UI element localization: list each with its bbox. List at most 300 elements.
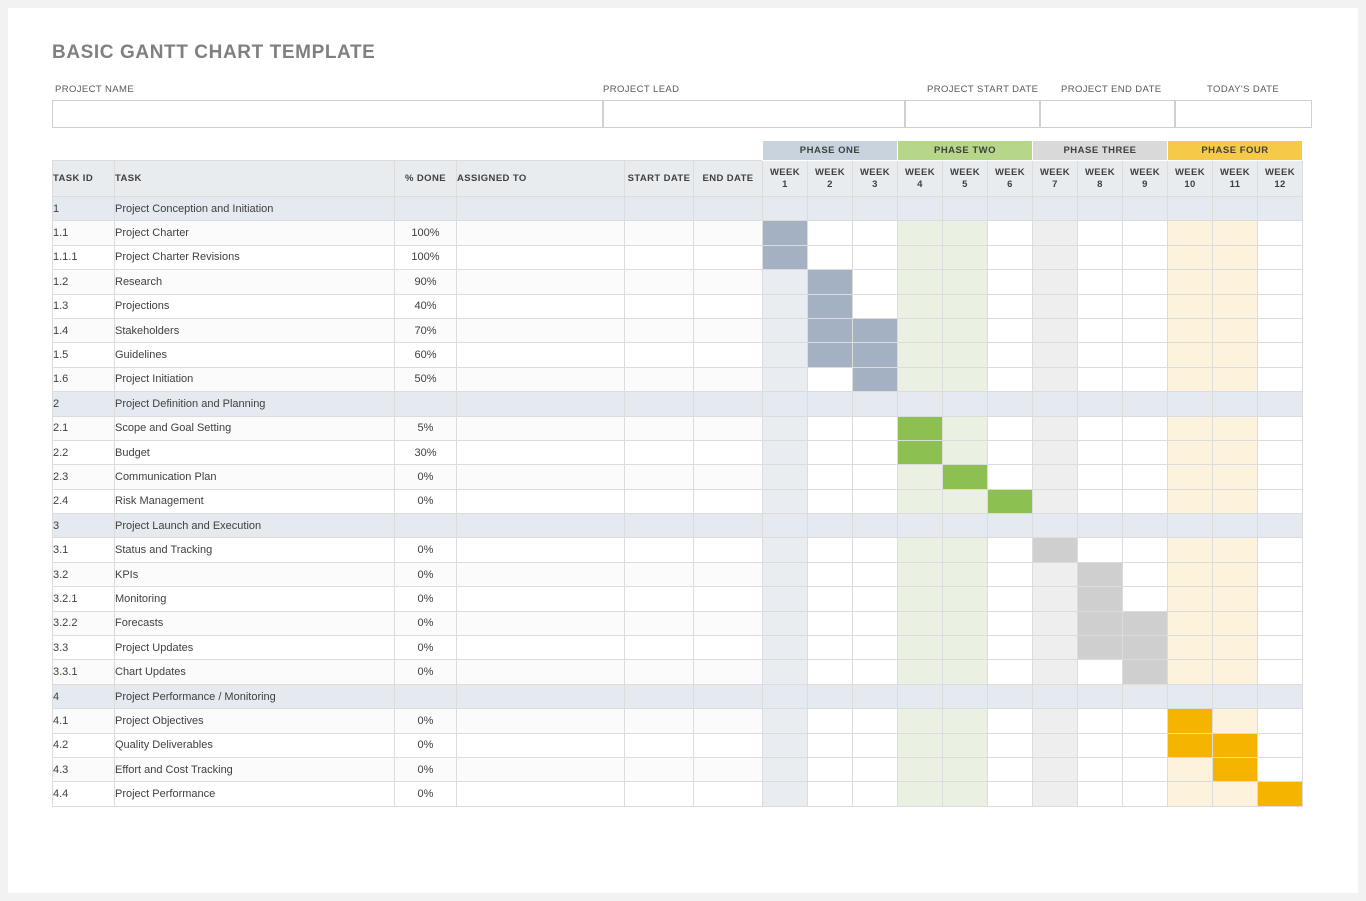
cell-week-11[interactable] xyxy=(1213,245,1258,269)
cell-start-date[interactable] xyxy=(625,197,694,221)
cell-percent-done[interactable]: 0% xyxy=(395,587,457,611)
cell-assigned-to[interactable] xyxy=(457,709,625,733)
cell-week-11[interactable] xyxy=(1213,221,1258,245)
cell-week-7[interactable] xyxy=(1033,245,1078,269)
cell-week-4[interactable] xyxy=(898,733,943,757)
cell-week-9[interactable] xyxy=(1123,733,1168,757)
cell-week-11[interactable] xyxy=(1213,782,1258,806)
cell-week-11[interactable] xyxy=(1213,465,1258,489)
cell-week-10[interactable] xyxy=(1168,660,1213,684)
cell-week-1[interactable] xyxy=(763,343,808,367)
cell-week-6[interactable] xyxy=(988,270,1033,294)
cell-week-8[interactable] xyxy=(1078,318,1123,342)
cell-week-9[interactable] xyxy=(1123,367,1168,391)
cell-start-date[interactable] xyxy=(625,367,694,391)
cell-week-3[interactable] xyxy=(853,245,898,269)
cell-week-8[interactable] xyxy=(1078,757,1123,781)
cell-week-12[interactable] xyxy=(1258,733,1303,757)
cell-assigned-to[interactable] xyxy=(457,733,625,757)
cell-week-2[interactable] xyxy=(808,611,853,635)
cell-week-9[interactable] xyxy=(1123,245,1168,269)
cell-end-date[interactable] xyxy=(694,782,763,806)
cell-end-date[interactable] xyxy=(694,489,763,513)
cell-week-2[interactable] xyxy=(808,440,853,464)
cell-week-7[interactable] xyxy=(1033,660,1078,684)
cell-week-12[interactable] xyxy=(1258,684,1303,708)
cell-week-1[interactable] xyxy=(763,318,808,342)
cell-week-6[interactable] xyxy=(988,416,1033,440)
cell-week-10[interactable] xyxy=(1168,270,1213,294)
cell-week-3[interactable] xyxy=(853,270,898,294)
cell-week-5[interactable] xyxy=(943,197,988,221)
cell-week-5[interactable] xyxy=(943,587,988,611)
cell-week-10[interactable] xyxy=(1168,245,1213,269)
cell-week-1[interactable] xyxy=(763,660,808,684)
cell-week-7[interactable] xyxy=(1033,294,1078,318)
cell-week-9[interactable] xyxy=(1123,270,1168,294)
cell-week-4[interactable] xyxy=(898,538,943,562)
cell-week-6[interactable] xyxy=(988,343,1033,367)
cell-end-date[interactable] xyxy=(694,587,763,611)
cell-week-9[interactable] xyxy=(1123,660,1168,684)
cell-week-11[interactable] xyxy=(1213,636,1258,660)
cell-week-7[interactable] xyxy=(1033,514,1078,538)
input-project-name[interactable] xyxy=(52,100,603,128)
cell-week-2[interactable] xyxy=(808,660,853,684)
cell-week-3[interactable] xyxy=(853,782,898,806)
cell-week-12[interactable] xyxy=(1258,562,1303,586)
cell-week-5[interactable] xyxy=(943,514,988,538)
cell-week-4[interactable] xyxy=(898,611,943,635)
cell-week-2[interactable] xyxy=(808,367,853,391)
cell-week-7[interactable] xyxy=(1033,562,1078,586)
cell-week-3[interactable] xyxy=(853,343,898,367)
cell-week-9[interactable] xyxy=(1123,538,1168,562)
cell-end-date[interactable] xyxy=(694,270,763,294)
cell-week-9[interactable] xyxy=(1123,514,1168,538)
cell-week-4[interactable] xyxy=(898,440,943,464)
cell-week-8[interactable] xyxy=(1078,587,1123,611)
cell-start-date[interactable] xyxy=(625,270,694,294)
cell-start-date[interactable] xyxy=(625,440,694,464)
cell-week-7[interactable] xyxy=(1033,538,1078,562)
cell-week-10[interactable] xyxy=(1168,538,1213,562)
cell-week-1[interactable] xyxy=(763,514,808,538)
cell-week-10[interactable] xyxy=(1168,709,1213,733)
cell-assigned-to[interactable] xyxy=(457,587,625,611)
cell-week-6[interactable] xyxy=(988,197,1033,221)
cell-week-3[interactable] xyxy=(853,733,898,757)
cell-week-1[interactable] xyxy=(763,221,808,245)
cell-week-11[interactable] xyxy=(1213,684,1258,708)
cell-week-9[interactable] xyxy=(1123,587,1168,611)
cell-week-4[interactable] xyxy=(898,343,943,367)
cell-week-3[interactable] xyxy=(853,709,898,733)
cell-percent-done[interactable]: 0% xyxy=(395,489,457,513)
cell-week-7[interactable] xyxy=(1033,465,1078,489)
cell-week-1[interactable] xyxy=(763,245,808,269)
cell-percent-done[interactable] xyxy=(395,684,457,708)
cell-week-2[interactable] xyxy=(808,294,853,318)
cell-week-2[interactable] xyxy=(808,757,853,781)
cell-week-4[interactable] xyxy=(898,294,943,318)
cell-week-9[interactable] xyxy=(1123,757,1168,781)
input-project-end-date[interactable] xyxy=(1040,100,1175,128)
cell-week-4[interactable] xyxy=(898,782,943,806)
cell-assigned-to[interactable] xyxy=(457,221,625,245)
cell-week-4[interactable] xyxy=(898,514,943,538)
cell-week-7[interactable] xyxy=(1033,392,1078,416)
cell-percent-done[interactable]: 100% xyxy=(395,221,457,245)
cell-week-9[interactable] xyxy=(1123,636,1168,660)
cell-week-6[interactable] xyxy=(988,636,1033,660)
cell-assigned-to[interactable] xyxy=(457,318,625,342)
cell-week-9[interactable] xyxy=(1123,709,1168,733)
cell-end-date[interactable] xyxy=(694,465,763,489)
cell-week-4[interactable] xyxy=(898,392,943,416)
cell-percent-done[interactable] xyxy=(395,392,457,416)
cell-week-11[interactable] xyxy=(1213,270,1258,294)
cell-end-date[interactable] xyxy=(694,636,763,660)
cell-percent-done[interactable]: 30% xyxy=(395,440,457,464)
cell-start-date[interactable] xyxy=(625,562,694,586)
cell-week-12[interactable] xyxy=(1258,392,1303,416)
cell-end-date[interactable] xyxy=(694,562,763,586)
cell-week-1[interactable] xyxy=(763,782,808,806)
cell-end-date[interactable] xyxy=(694,611,763,635)
cell-week-9[interactable] xyxy=(1123,440,1168,464)
cell-week-9[interactable] xyxy=(1123,684,1168,708)
cell-week-7[interactable] xyxy=(1033,197,1078,221)
cell-week-11[interactable] xyxy=(1213,343,1258,367)
cell-week-9[interactable] xyxy=(1123,197,1168,221)
cell-week-3[interactable] xyxy=(853,611,898,635)
cell-week-3[interactable] xyxy=(853,197,898,221)
cell-week-8[interactable] xyxy=(1078,733,1123,757)
cell-assigned-to[interactable] xyxy=(457,465,625,489)
cell-end-date[interactable] xyxy=(694,709,763,733)
cell-week-9[interactable] xyxy=(1123,416,1168,440)
cell-week-12[interactable] xyxy=(1258,416,1303,440)
cell-percent-done[interactable]: 0% xyxy=(395,465,457,489)
cell-week-10[interactable] xyxy=(1168,294,1213,318)
cell-percent-done[interactable]: 100% xyxy=(395,245,457,269)
cell-week-3[interactable] xyxy=(853,562,898,586)
cell-week-4[interactable] xyxy=(898,489,943,513)
cell-week-8[interactable] xyxy=(1078,538,1123,562)
cell-start-date[interactable] xyxy=(625,587,694,611)
cell-week-5[interactable] xyxy=(943,367,988,391)
cell-week-3[interactable] xyxy=(853,392,898,416)
cell-week-4[interactable] xyxy=(898,587,943,611)
cell-week-3[interactable] xyxy=(853,294,898,318)
cell-end-date[interactable] xyxy=(694,538,763,562)
cell-week-5[interactable] xyxy=(943,343,988,367)
cell-week-11[interactable] xyxy=(1213,587,1258,611)
cell-start-date[interactable] xyxy=(625,245,694,269)
cell-week-2[interactable] xyxy=(808,416,853,440)
cell-end-date[interactable] xyxy=(694,757,763,781)
cell-week-7[interactable] xyxy=(1033,636,1078,660)
cell-week-5[interactable] xyxy=(943,538,988,562)
cell-percent-done[interactable]: 60% xyxy=(395,343,457,367)
cell-week-8[interactable] xyxy=(1078,440,1123,464)
cell-week-4[interactable] xyxy=(898,562,943,586)
cell-week-10[interactable] xyxy=(1168,197,1213,221)
cell-week-11[interactable] xyxy=(1213,440,1258,464)
cell-week-2[interactable] xyxy=(808,489,853,513)
cell-assigned-to[interactable] xyxy=(457,562,625,586)
cell-percent-done[interactable]: 0% xyxy=(395,660,457,684)
cell-week-12[interactable] xyxy=(1258,294,1303,318)
cell-week-8[interactable] xyxy=(1078,294,1123,318)
cell-week-11[interactable] xyxy=(1213,538,1258,562)
cell-week-6[interactable] xyxy=(988,367,1033,391)
cell-week-12[interactable] xyxy=(1258,245,1303,269)
cell-week-2[interactable] xyxy=(808,270,853,294)
cell-week-7[interactable] xyxy=(1033,270,1078,294)
cell-week-6[interactable] xyxy=(988,782,1033,806)
cell-week-2[interactable] xyxy=(808,221,853,245)
cell-week-1[interactable] xyxy=(763,416,808,440)
cell-week-7[interactable] xyxy=(1033,733,1078,757)
cell-week-8[interactable] xyxy=(1078,562,1123,586)
cell-assigned-to[interactable] xyxy=(457,440,625,464)
cell-assigned-to[interactable] xyxy=(457,270,625,294)
cell-week-4[interactable] xyxy=(898,245,943,269)
cell-week-1[interactable] xyxy=(763,636,808,660)
cell-start-date[interactable] xyxy=(625,416,694,440)
cell-week-12[interactable] xyxy=(1258,611,1303,635)
cell-percent-done[interactable]: 0% xyxy=(395,733,457,757)
cell-week-9[interactable] xyxy=(1123,343,1168,367)
cell-week-1[interactable] xyxy=(763,489,808,513)
cell-week-7[interactable] xyxy=(1033,440,1078,464)
cell-week-8[interactable] xyxy=(1078,514,1123,538)
cell-week-3[interactable] xyxy=(853,757,898,781)
cell-week-3[interactable] xyxy=(853,660,898,684)
input-todays-date[interactable] xyxy=(1175,100,1312,128)
cell-percent-done[interactable]: 50% xyxy=(395,367,457,391)
cell-week-2[interactable] xyxy=(808,587,853,611)
cell-percent-done[interactable]: 0% xyxy=(395,538,457,562)
cell-start-date[interactable] xyxy=(625,343,694,367)
cell-week-1[interactable] xyxy=(763,733,808,757)
cell-week-5[interactable] xyxy=(943,709,988,733)
cell-end-date[interactable] xyxy=(694,416,763,440)
cell-week-10[interactable] xyxy=(1168,587,1213,611)
cell-assigned-to[interactable] xyxy=(457,489,625,513)
cell-start-date[interactable] xyxy=(625,782,694,806)
cell-week-11[interactable] xyxy=(1213,733,1258,757)
cell-week-1[interactable] xyxy=(763,684,808,708)
cell-week-5[interactable] xyxy=(943,733,988,757)
cell-start-date[interactable] xyxy=(625,221,694,245)
cell-week-1[interactable] xyxy=(763,294,808,318)
cell-week-1[interactable] xyxy=(763,392,808,416)
cell-week-2[interactable] xyxy=(808,318,853,342)
cell-week-10[interactable] xyxy=(1168,392,1213,416)
cell-start-date[interactable] xyxy=(625,318,694,342)
cell-assigned-to[interactable] xyxy=(457,416,625,440)
cell-week-9[interactable] xyxy=(1123,221,1168,245)
cell-assigned-to[interactable] xyxy=(457,757,625,781)
cell-assigned-to[interactable] xyxy=(457,684,625,708)
cell-week-8[interactable] xyxy=(1078,343,1123,367)
cell-week-7[interactable] xyxy=(1033,221,1078,245)
cell-assigned-to[interactable] xyxy=(457,611,625,635)
cell-week-4[interactable] xyxy=(898,709,943,733)
cell-assigned-to[interactable] xyxy=(457,660,625,684)
cell-end-date[interactable] xyxy=(694,514,763,538)
cell-week-8[interactable] xyxy=(1078,270,1123,294)
cell-assigned-to[interactable] xyxy=(457,197,625,221)
cell-assigned-to[interactable] xyxy=(457,294,625,318)
cell-week-12[interactable] xyxy=(1258,782,1303,806)
cell-week-10[interactable] xyxy=(1168,489,1213,513)
cell-week-8[interactable] xyxy=(1078,392,1123,416)
cell-week-7[interactable] xyxy=(1033,709,1078,733)
cell-week-5[interactable] xyxy=(943,660,988,684)
cell-week-12[interactable] xyxy=(1258,221,1303,245)
cell-week-3[interactable] xyxy=(853,587,898,611)
cell-week-10[interactable] xyxy=(1168,684,1213,708)
cell-week-3[interactable] xyxy=(853,367,898,391)
cell-week-2[interactable] xyxy=(808,733,853,757)
cell-week-4[interactable] xyxy=(898,416,943,440)
cell-week-10[interactable] xyxy=(1168,318,1213,342)
cell-week-6[interactable] xyxy=(988,465,1033,489)
cell-week-2[interactable] xyxy=(808,343,853,367)
cell-end-date[interactable] xyxy=(694,733,763,757)
cell-week-8[interactable] xyxy=(1078,782,1123,806)
cell-week-6[interactable] xyxy=(988,245,1033,269)
cell-week-12[interactable] xyxy=(1258,757,1303,781)
cell-week-1[interactable] xyxy=(763,709,808,733)
cell-week-5[interactable] xyxy=(943,489,988,513)
cell-end-date[interactable] xyxy=(694,367,763,391)
cell-start-date[interactable] xyxy=(625,294,694,318)
cell-week-12[interactable] xyxy=(1258,440,1303,464)
cell-week-10[interactable] xyxy=(1168,440,1213,464)
cell-start-date[interactable] xyxy=(625,489,694,513)
cell-week-4[interactable] xyxy=(898,660,943,684)
cell-week-6[interactable] xyxy=(988,294,1033,318)
cell-week-8[interactable] xyxy=(1078,684,1123,708)
cell-week-11[interactable] xyxy=(1213,294,1258,318)
cell-week-5[interactable] xyxy=(943,611,988,635)
cell-week-3[interactable] xyxy=(853,684,898,708)
cell-week-10[interactable] xyxy=(1168,757,1213,781)
cell-assigned-to[interactable] xyxy=(457,636,625,660)
cell-week-6[interactable] xyxy=(988,440,1033,464)
cell-week-2[interactable] xyxy=(808,514,853,538)
cell-week-2[interactable] xyxy=(808,538,853,562)
cell-week-1[interactable] xyxy=(763,270,808,294)
cell-week-10[interactable] xyxy=(1168,465,1213,489)
cell-week-5[interactable] xyxy=(943,392,988,416)
cell-week-2[interactable] xyxy=(808,562,853,586)
cell-assigned-to[interactable] xyxy=(457,343,625,367)
cell-week-12[interactable] xyxy=(1258,367,1303,391)
cell-week-3[interactable] xyxy=(853,416,898,440)
cell-percent-done[interactable]: 90% xyxy=(395,270,457,294)
cell-week-12[interactable] xyxy=(1258,489,1303,513)
input-project-lead[interactable] xyxy=(603,100,905,128)
cell-percent-done[interactable]: 0% xyxy=(395,562,457,586)
cell-week-5[interactable] xyxy=(943,636,988,660)
cell-week-5[interactable] xyxy=(943,562,988,586)
cell-week-11[interactable] xyxy=(1213,416,1258,440)
cell-percent-done[interactable] xyxy=(395,514,457,538)
cell-week-5[interactable] xyxy=(943,294,988,318)
cell-end-date[interactable] xyxy=(694,684,763,708)
cell-week-6[interactable] xyxy=(988,660,1033,684)
cell-week-11[interactable] xyxy=(1213,318,1258,342)
cell-week-9[interactable] xyxy=(1123,782,1168,806)
cell-week-6[interactable] xyxy=(988,562,1033,586)
cell-week-12[interactable] xyxy=(1258,636,1303,660)
cell-week-3[interactable] xyxy=(853,538,898,562)
cell-week-7[interactable] xyxy=(1033,416,1078,440)
cell-week-12[interactable] xyxy=(1258,197,1303,221)
cell-end-date[interactable] xyxy=(694,660,763,684)
cell-assigned-to[interactable] xyxy=(457,392,625,416)
cell-week-9[interactable] xyxy=(1123,611,1168,635)
cell-week-1[interactable] xyxy=(763,587,808,611)
cell-week-10[interactable] xyxy=(1168,636,1213,660)
cell-week-8[interactable] xyxy=(1078,611,1123,635)
cell-week-9[interactable] xyxy=(1123,465,1168,489)
cell-week-2[interactable] xyxy=(808,245,853,269)
cell-week-2[interactable] xyxy=(808,782,853,806)
cell-week-9[interactable] xyxy=(1123,294,1168,318)
cell-week-12[interactable] xyxy=(1258,270,1303,294)
cell-week-8[interactable] xyxy=(1078,636,1123,660)
cell-week-5[interactable] xyxy=(943,245,988,269)
cell-week-3[interactable] xyxy=(853,318,898,342)
cell-week-6[interactable] xyxy=(988,489,1033,513)
cell-week-11[interactable] xyxy=(1213,514,1258,538)
cell-week-5[interactable] xyxy=(943,318,988,342)
cell-week-10[interactable] xyxy=(1168,611,1213,635)
cell-week-1[interactable] xyxy=(763,367,808,391)
cell-week-4[interactable] xyxy=(898,636,943,660)
cell-week-9[interactable] xyxy=(1123,489,1168,513)
cell-assigned-to[interactable] xyxy=(457,367,625,391)
cell-week-3[interactable] xyxy=(853,440,898,464)
cell-week-9[interactable] xyxy=(1123,562,1168,586)
cell-week-10[interactable] xyxy=(1168,367,1213,391)
cell-week-1[interactable] xyxy=(763,538,808,562)
cell-week-12[interactable] xyxy=(1258,587,1303,611)
cell-week-11[interactable] xyxy=(1213,660,1258,684)
cell-end-date[interactable] xyxy=(694,318,763,342)
cell-start-date[interactable] xyxy=(625,684,694,708)
cell-start-date[interactable] xyxy=(625,660,694,684)
cell-percent-done[interactable]: 40% xyxy=(395,294,457,318)
cell-week-8[interactable] xyxy=(1078,416,1123,440)
cell-week-12[interactable] xyxy=(1258,465,1303,489)
cell-percent-done[interactable]: 70% xyxy=(395,318,457,342)
cell-end-date[interactable] xyxy=(694,440,763,464)
cell-week-7[interactable] xyxy=(1033,587,1078,611)
cell-start-date[interactable] xyxy=(625,392,694,416)
cell-week-12[interactable] xyxy=(1258,709,1303,733)
cell-start-date[interactable] xyxy=(625,636,694,660)
cell-start-date[interactable] xyxy=(625,465,694,489)
cell-week-6[interactable] xyxy=(988,757,1033,781)
